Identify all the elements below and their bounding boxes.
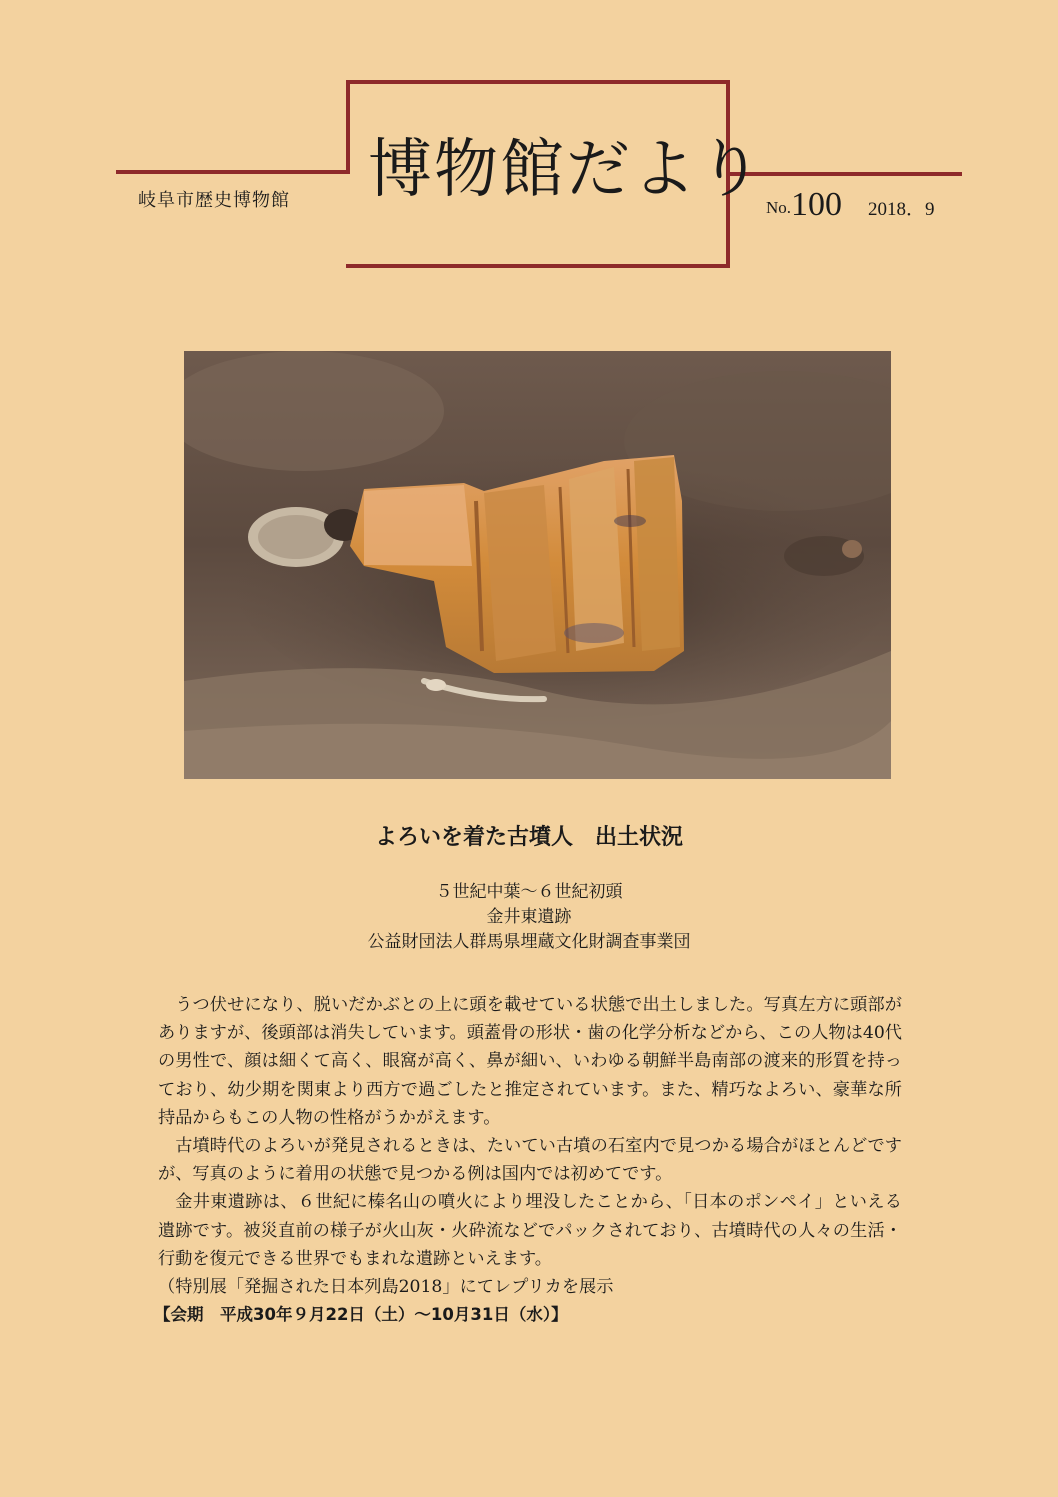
article-paragraph: 古墳時代のよろいが発見されるときは、たいてい古墳の石室内で見つかる場合がほとんどですが、写真のように着用の状態で見つかる例は国内では初めてです。 bbox=[158, 1136, 902, 1185]
header-frame-top-line bbox=[346, 80, 730, 84]
header-frame-left-line bbox=[116, 170, 350, 174]
article-paragraph: 金井東遺跡は、６世紀に榛名山の噴火により埋没したことから、「日本のポンペイ」といえる遺跡です。被災直前の様子が火山灰・火砕流などでパックされており、古墳時代の人々の生活・行動を復元できる世界でもまれな遺跡といえます。 bbox=[158, 1192, 902, 1269]
caption-date-range: ５世紀中葉～６世紀初頭 bbox=[435, 882, 623, 902]
caption-site-name: 金井東遺跡 bbox=[486, 907, 572, 927]
article-paragraph: うつ伏せになり、脱いだかぶとの上に頭を載せている状態で出土しました。写真左方に頭部がありますが、後頭部は消失しています。頭蓋骨の形状・歯の化学分析などから、この人物は40代の男性で、顔は細くて高く、眼窩が高く、鼻が細い、いわゆる朝鮮半島南部の渡来的形質を持っており、幼少期を関東より西方で過ごしたと推定されています。また、精巧なよろい、豪華な所持品からもこの人物の性格がうかがえます。 bbox=[158, 995, 902, 1128]
museum-name: 岐阜市歴史博物館 bbox=[138, 190, 290, 211]
photo-caption-title: よろいを着た古墳人 出土状況 bbox=[374, 825, 683, 850]
issue-number-label bbox=[766, 186, 842, 224]
issue-prefix: No. bbox=[766, 198, 792, 217]
excavation-photo bbox=[184, 351, 891, 779]
newsletter-title: 博物館だより bbox=[368, 133, 764, 207]
article-body bbox=[154, 991, 902, 1329]
issue-number: 100 bbox=[791, 186, 843, 223]
exhibition-note: （特別展「発掘された日本列島2018」にてレプリカを展示 bbox=[158, 1277, 614, 1298]
header-frame-left-vertical bbox=[346, 80, 350, 174]
caption-organization: 公益財団法人群馬県埋蔵文化財調査事業団 bbox=[367, 932, 691, 952]
exhibition-period: 【会期 平成30年９月22日（土）～10月31日（水）】 bbox=[154, 1305, 568, 1325]
photo-caption-details bbox=[0, 880, 1058, 955]
header-frame-bottom-line bbox=[346, 264, 730, 268]
issue-date: 2018．9 bbox=[868, 199, 935, 220]
